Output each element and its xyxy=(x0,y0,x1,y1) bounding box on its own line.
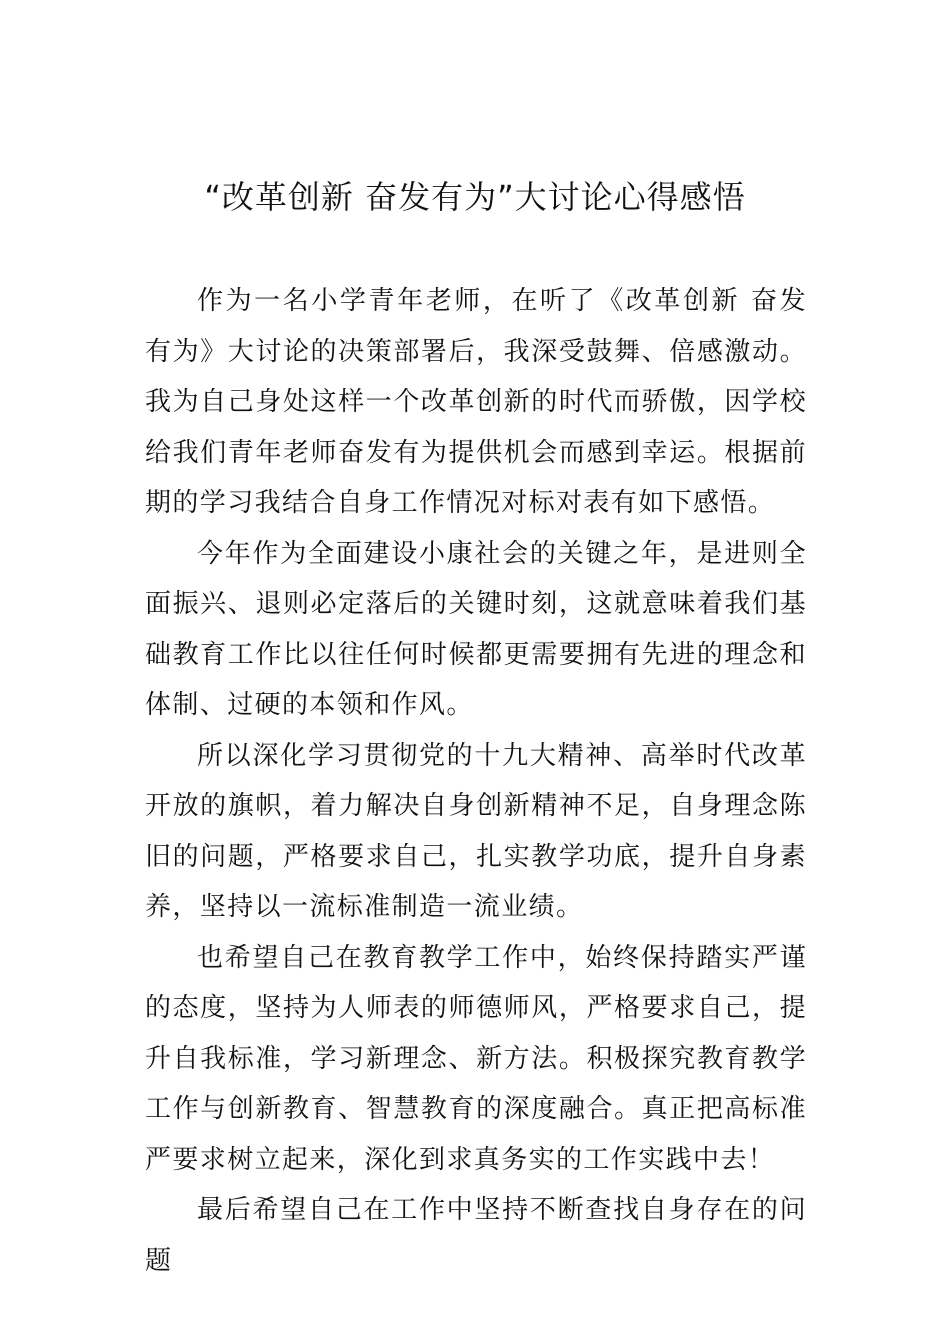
document-body xyxy=(145,276,807,1286)
paragraph: 作为一名小学青年老师，在听了《改革创新 奋发有为》大讨论的决策部署后，我深受鼓舞、倍感激动。我为自己身处这样一个改革创新的时代而骄傲，因学校给我们青年老师奋发有为提供机会而感到幸运。根据前期的学习我结合自身工作情况对标对表有如下感悟。 xyxy=(145,286,807,518)
paragraph: 最后希望自己在工作中坚持不断查找自身存在的问题 xyxy=(145,1195,807,1276)
document-title: “改革创新 奋发有为”大讨论心得感悟 xyxy=(204,178,746,216)
paragraph: 今年作为全面建设小康社会的关键之年，是进则全面振兴、退则必定落后的关键时刻，这就意味着我们基础教育工作比以往任何时候都更需要拥有先进的理念和体制、过硬的本领和作风。 xyxy=(145,538,807,720)
paragraph: 也希望自己在教育教学工作中，始终保持踏实严谨的态度，坚持为人师表的师德师风，严格要求自己，提升自我标准，学习新理念、新方法。积极探究教育教学工作与创新教育、智慧教育的深度融合。真正把高标准严要求树立起来，深化到求真务实的工作实践中去！ xyxy=(145,942,807,1175)
paragraph: 所以深化学习贯彻党的十九大精神、高举时代改革开放的旗帜，着力解决自身创新精神不足，自身理念陈旧的问题，严格要求自己，扎实教学功底，提升自身素养，坚持以一流标准制造一流业绩。 xyxy=(145,740,807,922)
